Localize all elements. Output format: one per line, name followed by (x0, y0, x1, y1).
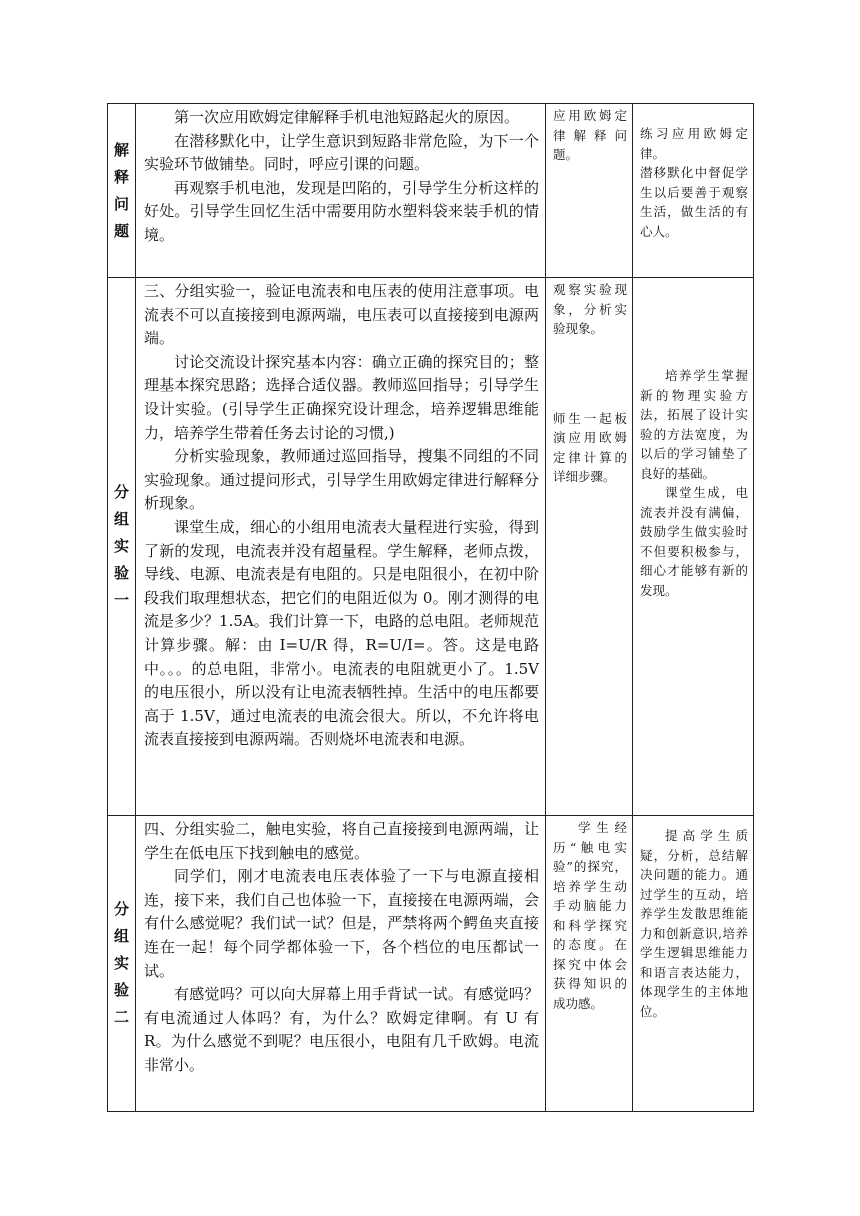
design-intent-cell (633, 104, 754, 278)
paragraph: 培养学生掌握新的物理实验方法，拓展了设计实验的方法宽度，为以后的学习铺垫了良好的基础。 (640, 368, 748, 481)
lesson-plan-table (107, 103, 754, 1112)
table-row-explain (108, 104, 754, 278)
teacher-activity-cell (136, 816, 546, 1112)
paragraph: 第一次应用欧姆定律解释手机电池短路起火的原因。 (174, 108, 520, 126)
paragraph: 潜移默化中督促学生以后要善于观察生活，做生活的有心人。 (640, 165, 748, 239)
paragraph: 四、分组实验二，触电实验，将自己直接接到电源两端，让学生在低电压下找到触电的感觉。 (144, 820, 539, 862)
design-intent-cell (633, 278, 754, 816)
paragraph: 课堂生成，细心的小组用电流表大量程进行实验，得到了新的发现，电流表并没有超量程。学生解释，老师点拨，导线、电源、电流表是有电阻的。只是电阻很小，在初中阶段我们取理想状态，把它们的电阻近似为 0。刚才测得的电流是多少？1.5A。我们计算一下，电路的总电阻。老师规范计算步骤。解：由 I=U/R 得，R=U/I=。答。这是电路中。。。的总电阻，非常小。电流表的电阻就更小了。1.5V 的电压很小，所以没有让电流表牺牲掉。生活中的电压都要高于 1.5V，通过电流表的电流会很大。所以，不允许将电流表直接接到电源两端。否则烧坏电流表和电源。 (144, 517, 539, 749)
paragraph: 同学们，刚才电流表电压表体验了一下与电源直接相连，接下来，我们自己也体验一下，直接接在电源两端，会有什么感觉呢？我们试一试？但是，严禁将两个鳄鱼夹直接连在一起！每个同学都体验一下，各个档位的电压都试一试。 (144, 867, 539, 980)
teacher-activity-cell (136, 278, 546, 816)
student-activity-cell (546, 104, 633, 278)
paragraph: 再观察手机电池，发现是凹陷的，引导学生分析这样的好处。引导学生回忆生活中需要用防水塑料袋来装手机的情境。 (144, 178, 539, 244)
paragraph: 师生一起板演应用欧姆定律计算的详细步骤。 (553, 410, 627, 484)
row-label-experiment-2: 分 组 实 验 二 (108, 816, 136, 1112)
paragraph: 有感觉吗？可以向大屏幕上用手背试一试。有感觉吗？有电流通过人体吗？有，为什么？欧姆定律啊。有 U 有 R。为什么感觉不到呢？电压很小，电阻有几千欧姆。电流非常小。 (144, 985, 539, 1074)
paragraph: 提高学生质疑，分析，总结解决问题的能力。通过学生的互动，培养学生发散思维能力和创新意识,培养学生逻辑思维能力和语言表达能力，体现学生的主体地位。 (640, 828, 748, 1019)
paragraph: 三、分组实验一，验证电流表和电压表的使用注意事项。电流表不可以直接接到电源两端，电压表可以直接接到电源两端。 (144, 282, 539, 348)
table-row-group-experiment-2 (108, 816, 754, 1112)
design-intent-cell (633, 816, 754, 1112)
paragraph: 在潜移默化中，让学生意识到短路非常危险，为下一个实验环节做铺垫。同时，呼应引课的问题。 (144, 131, 539, 174)
student-activity-cell (546, 816, 633, 1112)
paragraph: 练习应用欧姆定律。 (640, 126, 748, 161)
paragraph: 观察实验现象，分析实验现象。 (553, 282, 627, 336)
row-label-experiment-1: 分 组 实 验 一 (108, 278, 136, 816)
paragraph: 应用欧姆定律解释问题。 (553, 108, 627, 162)
teacher-activity-cell (136, 104, 546, 278)
paragraph: 讨论交流设计探究基本内容：确立正确的探究目的；整理基本探究思路；选择合适仪器。教师巡回指导；引导学生设计实验。(引导学生正确探究设计理念，培养逻辑思维能力，培养学生带着任务去讨论的习惯,) (144, 352, 539, 442)
paragraph: 学生经历“触电实验”的探究，培养学生动手动脑能力和科学探究的态度。在探究中体会获得知识的成功感。 (553, 820, 627, 1011)
row-label-explain: 解 释 问 题 (108, 104, 136, 278)
paragraph: 分析实验现象，教师通过巡回指导，搜集不同组的不同实验现象。通过提问形式，引导学生用欧姆定律进行解释分析现象。 (144, 447, 539, 513)
table-row-group-experiment-1 (108, 278, 754, 816)
student-activity-cell (546, 278, 633, 816)
paragraph: 课堂生成，电流表并没有满偏，鼓励学生做实验时不但要积极参与，细心才能够有新的发现。 (640, 485, 748, 598)
